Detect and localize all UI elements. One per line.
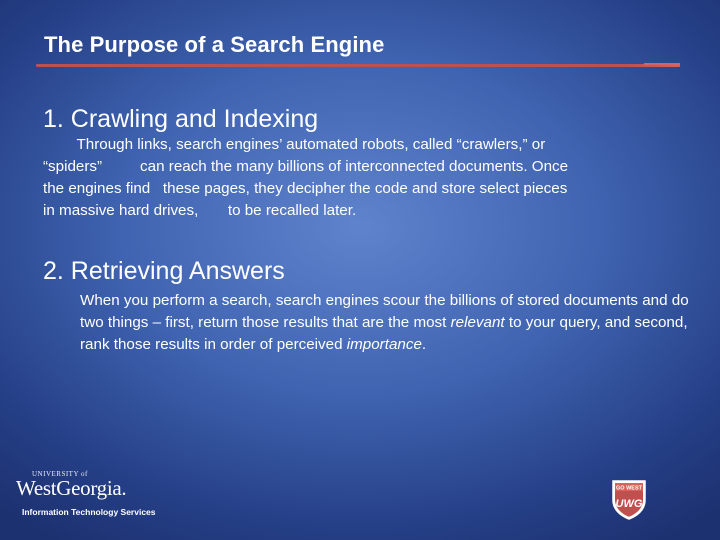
retrieving-text-end: .: [421, 336, 427, 353]
crawling-line-3: the engines find these pages, they decipher the code and store select pieces: [43, 180, 568, 197]
logo-department: Information Technology Services: [22, 507, 156, 517]
crawling-line-1: Through links, search engines’ automated robots, called “crawlers,” or: [43, 136, 546, 153]
relevant-emphasis: relevant: [450, 314, 505, 331]
logo-university-of: UNIVERSITY of: [32, 470, 88, 478]
crawling-paragraph: [43, 134, 683, 222]
slide-title: The Purpose of a Search Engine: [44, 32, 385, 57]
crawling-line-4: in massive hard drives, to be recalled later.: [43, 202, 357, 219]
title-divider: [36, 64, 680, 67]
crest-go-west: GO WEST: [616, 485, 642, 492]
retrieving-text-start: When you perform a search, search engines scour the billions of stored documents and do two things – first, return those results that are the most: [80, 292, 689, 331]
importance-emphasis: importance: [346, 336, 422, 353]
retrieving-text-middle: to your query, and second, rank those results in order of perceived: [80, 314, 688, 353]
logo-west-georgia: WestGeorgia.: [16, 476, 127, 500]
uwg-crest-icon: [610, 478, 648, 520]
section-heading-retrieving: 2. Retrieving Answers: [43, 257, 285, 285]
crawling-line-2: “spiders” can reach the many billions of interconnected documents. Once: [43, 158, 569, 175]
section-heading-crawling: 1. Crawling and Indexing: [43, 105, 319, 133]
university-logo: [16, 470, 176, 522]
crest-uwg: UWG: [615, 498, 643, 510]
retrieving-paragraph: [80, 290, 690, 356]
